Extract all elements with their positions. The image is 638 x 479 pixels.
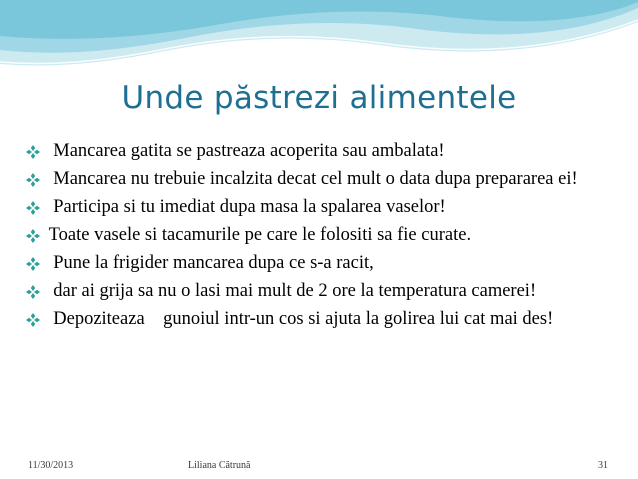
footer-page-number: 31: [598, 460, 608, 471]
list-item: [26, 140, 616, 163]
four-diamond-icon: [26, 201, 40, 215]
list-item: [26, 168, 616, 191]
footer-author: Liliana Cătrună: [188, 460, 251, 471]
bullet-text: Mancarea gatita se pastreaza acoperita sau ambalata!: [44, 141, 445, 161]
list-item: [26, 252, 616, 275]
four-diamond-icon: [26, 257, 40, 271]
header-wave-decoration: [0, 0, 638, 80]
bullet-text: Pune la frigider mancarea dupa ce s-a racit,: [44, 253, 374, 273]
slide-title: Unde păstrezi alimentele: [121, 80, 517, 116]
footer-date: 11/30/2013: [28, 460, 74, 471]
four-diamond-icon: [26, 145, 40, 159]
bullet-text: Participa si tu imediat dupa masa la spalarea vaselor!: [44, 197, 446, 217]
bullet-text: dar ai grija sa nu o lasi mai mult de 2 ore la temperatura camerei!: [44, 281, 537, 301]
list-item: [26, 308, 616, 331]
four-diamond-icon: [26, 229, 40, 243]
four-diamond-icon: [26, 285, 40, 299]
list-item: [26, 224, 616, 247]
four-diamond-icon: [26, 173, 40, 187]
bullet-text: Mancarea nu trebuie incalzita decat cel mult o data dupa prepararea ei!: [44, 169, 578, 189]
four-diamond-icon: [26, 313, 40, 327]
bullet-list: [26, 140, 616, 336]
bullet-text: Toate vasele si tacamurile pe care le folositi sa fie curate.: [44, 225, 472, 245]
bullet-text: Depoziteaza gunoiul intr-un cos si ajuta la golirea lui cat mai des!: [44, 309, 554, 329]
list-item: [26, 196, 616, 219]
list-item: [26, 280, 616, 303]
